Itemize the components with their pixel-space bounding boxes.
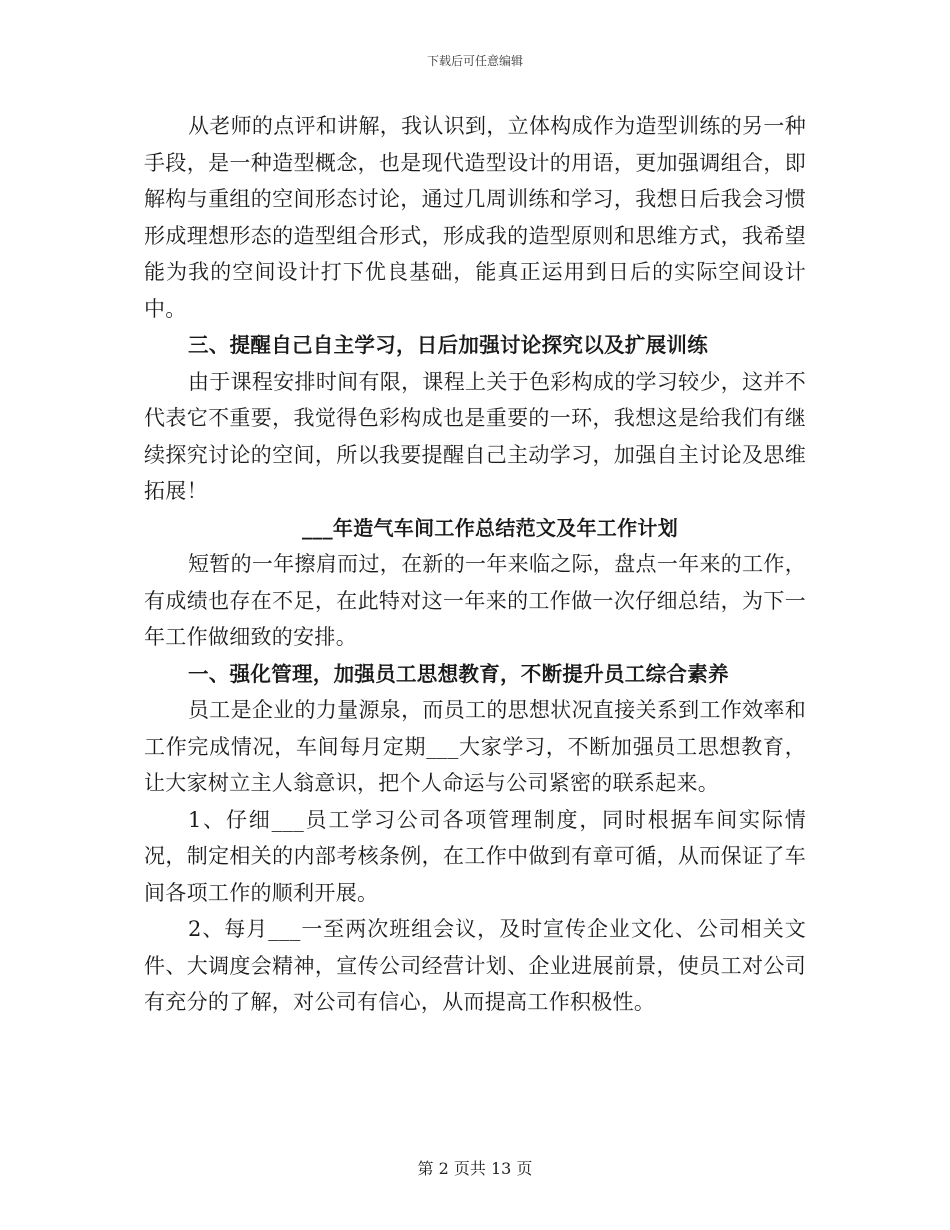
page-footer: 第 2 页共 13 页 [417,1159,533,1178]
paragraph-color-study: 由于课程安排时间有限，课程上关于色彩构成的学习较少，这并不代表它不重要，我觉得色彩构成也是重要的一环，我想这是给我们有继续探究讨论的空间，所以我要提醒自己主动学习，加强自主讨论及思维拓展！ [144,369,806,503]
paragraph-staff: 员工是企业的力量源泉，而员工的思想状况直接关系到工作效率和工作完成情况，车间每月定期___大家学习，不断加强员工思想教育，让大家树立主人翁意识，把个人命运与公司紧密的联系起来。 [144,698,806,795]
document-title: ___年造气车间工作总结范文及年工作计划 [302,515,678,540]
section-heading-1: 一、强化管理，加强员工思想教育，不断提升员工综合素养 [188,661,729,686]
paragraph-intro: 短暂的一年擦肩而过，在新的一年来临之际，盘点一年来的工作，有成绩也存在不足，在此特对这一年来的工作做一次仔细总结，为下一年工作做细致的安排。 [144,552,806,649]
paragraph-item-1: 1、仔细___员工学习公司各项管理制度，同时根据车间实际情况，制定相关的内部考核条例，在工作中做到有章可循，从而保证了车间各项工作的顺利开展。 [144,807,806,905]
document-body [144,108,806,1021]
page-header: 下载后可任意编辑 [426,54,523,68]
paragraph-item-2: 2、每月___一至两次班组会议，及时宣传企业文化、公司相关文件、大调度会精神，宣传公司经营计划、企业进展前景，使员工对公司有充分的了解，对公司有信心，从而提高工作积极性。 [144,917,806,1014]
section-heading-3: 三、提醒自己自主学习，日后加强讨论探究以及扩展训练 [188,333,708,357]
paragraph-feedback: 从老师的点评和讲解，我认识到，立体构成作为造型训练的另一种手段，是一种造型概念，也是现代造型设计的用语，更加强调组合，即解构与重组的空间形态讨论，通过几周训练和学习，我想日后我会习惯形成理想形态的造型组合形式，形成我的造型原则和思维方式，我希望能为我的空间设计打下优良基础，能真正运用到日后的实际空间设计中。 [144,114,806,321]
